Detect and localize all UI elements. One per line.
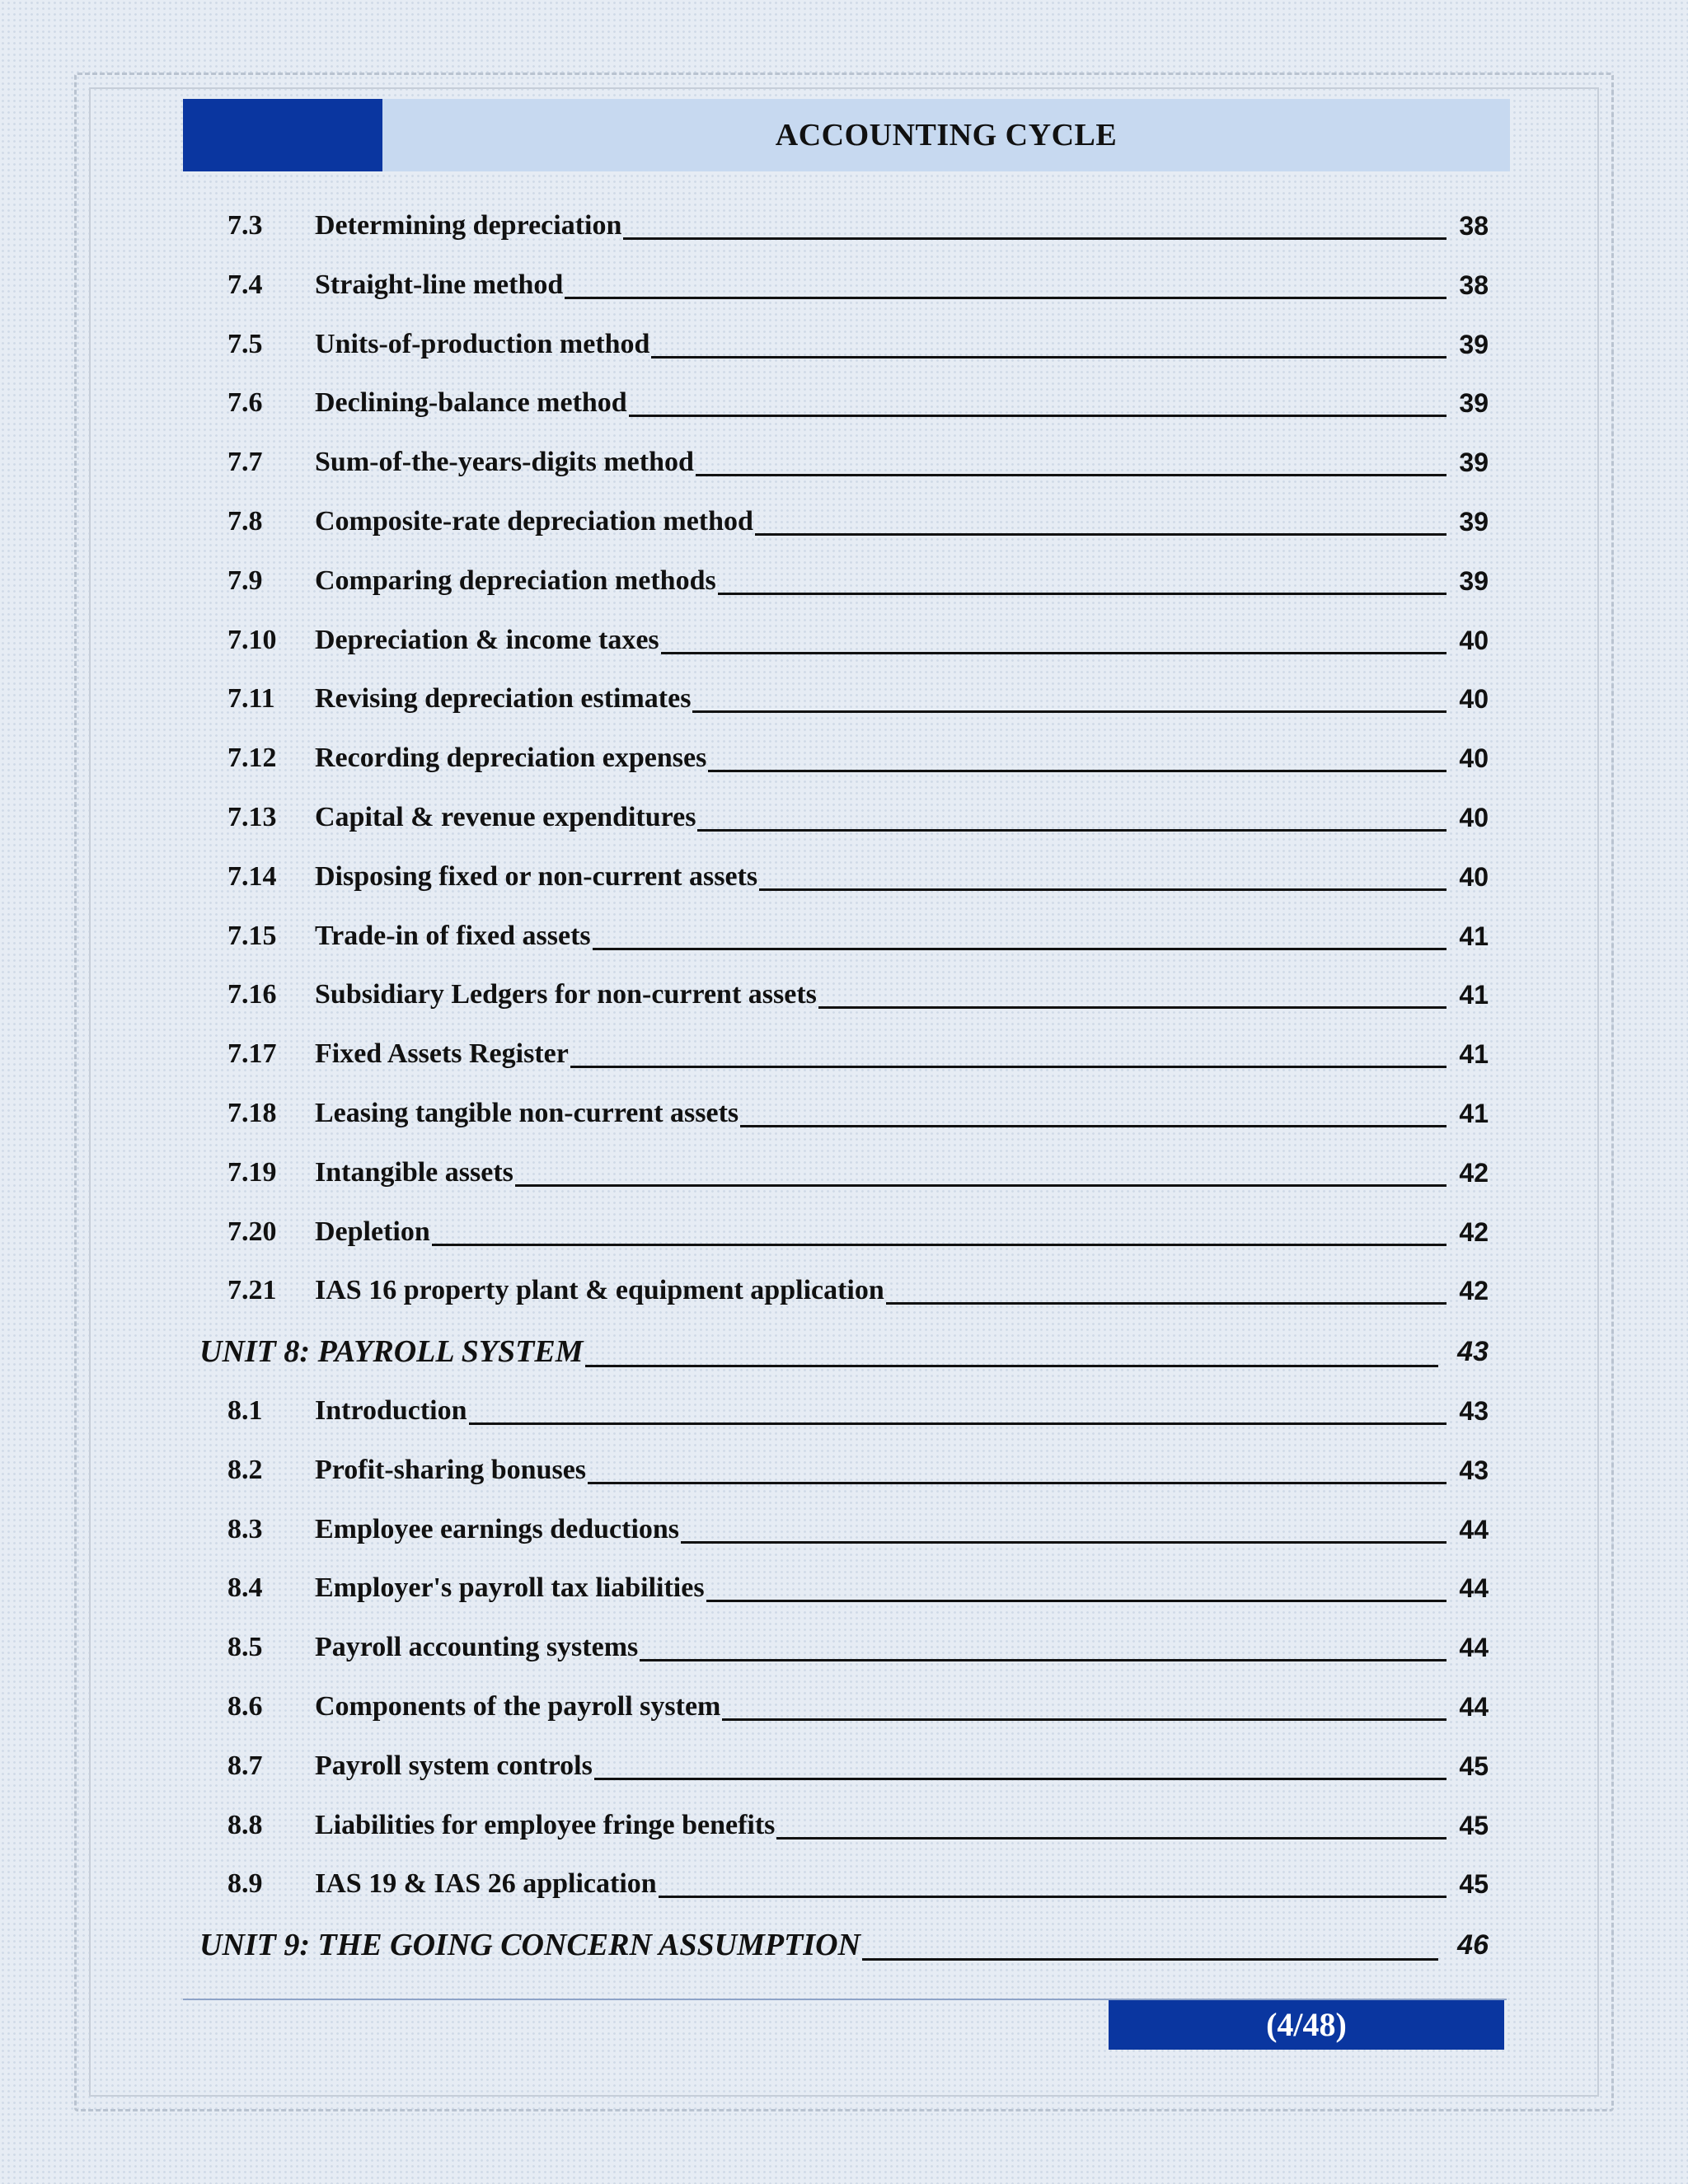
toc-entry-page: 40 [1459, 861, 1489, 892]
toc-entry-number: 7.14 [227, 860, 277, 892]
toc-entry-number: 8.7 [227, 1750, 263, 1781]
toc-entry-title: Capital & revenue expenditures [315, 802, 696, 832]
toc-entry-title: Components of the payroll system [315, 1691, 721, 1722]
toc-entry-number: 8.1 [227, 1395, 263, 1426]
toc-entry[interactable] [0, 556, 1688, 606]
toc-entry[interactable] [0, 1682, 1688, 1732]
toc-entry-number: 7.8 [227, 506, 263, 537]
toc-entry-title: Employee earnings deductions [315, 1513, 680, 1544]
toc-entry-title: Units-of-production method [315, 328, 650, 359]
toc-entry-title: Comparing depreciation methods [315, 565, 716, 596]
toc-entry[interactable] [0, 970, 1688, 1019]
toc-entry-title: Fixed Assets Register [315, 1038, 569, 1070]
toc-entry-title: Revising depreciation estimates [315, 683, 692, 715]
toc-entry-title: Recording depreciation expenses [315, 743, 707, 774]
toc-leader-line [594, 1778, 1447, 1780]
toc-entry-page: 40 [1459, 684, 1489, 715]
toc-leader-line [585, 1365, 1438, 1367]
toc-leader-line [696, 474, 1447, 476]
toc-leader-line [706, 1600, 1447, 1602]
toc-entry-title: Declining-balance method [315, 387, 627, 419]
toc-entry[interactable] [0, 733, 1688, 783]
toc-entry-number: 7.13 [227, 802, 277, 832]
toc-leader-line [886, 1302, 1447, 1305]
toc-leader-line [659, 1896, 1447, 1898]
toc-entry-title: Sum-of-the-years-digits method [315, 447, 694, 478]
toc-entry-number: 7.11 [227, 683, 275, 715]
toc-leader-line [697, 829, 1447, 832]
toc-entry[interactable] [0, 1741, 1688, 1791]
toc-entry-page: 39 [1459, 448, 1489, 478]
toc-entry-title: UNIT 8: PAYROLL SYSTEM [199, 1334, 584, 1370]
toc-entry-title: Determining depreciation [315, 210, 622, 241]
toc-entry-number: 7.16 [227, 979, 277, 1010]
toc-entry-page: 43 [1457, 1336, 1489, 1368]
toc-leader-line [692, 710, 1447, 713]
toc-entry[interactable] [0, 674, 1688, 724]
toc-entry[interactable] [0, 201, 1688, 251]
toc-entry-page: 41 [1459, 1039, 1489, 1070]
toc-entry-number: 7.9 [227, 565, 263, 596]
toc-entry-page: 40 [1459, 625, 1489, 655]
toc-entry-page: 43 [1459, 1396, 1489, 1426]
toc-entry-title: Depletion [315, 1216, 430, 1247]
toc-entry-page: 44 [1459, 1514, 1489, 1544]
toc-entry[interactable] [0, 378, 1688, 428]
toc-entry-number: 7.6 [227, 387, 263, 419]
toc-entry-title: Liabilities for employee fringe benefits [315, 1809, 776, 1840]
toc-entry-number: 7.20 [227, 1216, 277, 1247]
toc-leader-line [862, 1958, 1438, 1961]
toc-entry-number: 8.2 [227, 1454, 263, 1485]
toc-entry-page: 39 [1459, 565, 1489, 596]
toc-entry-page: 43 [1459, 1455, 1489, 1485]
toc-entry-page: 38 [1459, 211, 1489, 241]
toc-leader-line [718, 593, 1447, 595]
toc-entry[interactable] [0, 1148, 1688, 1197]
toc-entry[interactable] [0, 1505, 1688, 1554]
toc-entry-page: 44 [1459, 1692, 1489, 1722]
toc-entry-title: Introduction [315, 1395, 467, 1426]
toc-entry-number: 7.21 [227, 1275, 277, 1306]
toc-entry[interactable] [0, 1446, 1688, 1495]
toc-entry-number: 8.5 [227, 1632, 263, 1663]
toc-entry[interactable] [0, 1386, 1688, 1436]
toc-entry-page: 39 [1459, 329, 1489, 359]
toc-entry[interactable] [0, 1266, 1688, 1315]
toc-entry-title: Subsidiary Ledgers for non-current assets [315, 979, 817, 1010]
toc-entry-page: 41 [1459, 1099, 1489, 1128]
toc-entry[interactable] [0, 1801, 1688, 1850]
toc-entry-page: 45 [1459, 1750, 1489, 1781]
toc-entry-title: Employer's payroll tax liabilities [315, 1572, 705, 1604]
toc-entry-number: 7.12 [227, 743, 277, 774]
toc-entry-page: 42 [1459, 1216, 1489, 1247]
page-indicator: (4/48) [1109, 2000, 1504, 2050]
toc-entry-number: 7.7 [227, 447, 263, 478]
toc-entry-page: 45 [1459, 1810, 1489, 1840]
toc-entry[interactable] [0, 260, 1688, 310]
toc-entry-title: Trade-in of fixed assets [315, 920, 591, 951]
toc-entry-page: 42 [1459, 1157, 1489, 1188]
toc-entry-number: 8.8 [227, 1809, 263, 1840]
toc-entry[interactable] [0, 852, 1688, 902]
toc-leader-line [570, 1066, 1447, 1068]
toc-entry-page: 40 [1459, 803, 1489, 832]
toc-leader-line [722, 1718, 1447, 1721]
toc-entry-title: Leasing tangible non-current assets [315, 1098, 739, 1128]
toc-leader-line [629, 415, 1447, 417]
toc-entry-number: 8.3 [227, 1513, 263, 1544]
toc-leader-line [708, 770, 1447, 772]
toc-entry[interactable] [0, 320, 1688, 369]
toc-entry-title: Composite-rate depreciation method [315, 506, 753, 537]
toc-leader-line [588, 1482, 1447, 1484]
toc-entry-page: 41 [1459, 921, 1489, 951]
toc-entry-title: Payroll system controls [315, 1750, 593, 1781]
toc-entry-number: 7.15 [227, 920, 277, 951]
toc-leader-line [593, 948, 1447, 950]
toc-entry-number: 7.17 [227, 1038, 277, 1070]
toc-entry-number: 7.18 [227, 1098, 277, 1128]
toc-entry-title: Disposing fixed or non-current assets [315, 860, 758, 892]
toc-entry-number: 8.6 [227, 1691, 263, 1722]
toc-leader-line [623, 237, 1447, 240]
toc-leader-line [640, 1659, 1447, 1661]
toc-leader-line [661, 652, 1447, 654]
toc-entry[interactable] [0, 1563, 1688, 1613]
toc-entry-title: Intangible assets [315, 1156, 513, 1188]
toc-leader-line [515, 1184, 1447, 1187]
toc-entry-number: 8.9 [227, 1868, 263, 1900]
toc-leader-line [565, 297, 1447, 299]
toc-entry-page: 38 [1459, 269, 1489, 300]
toc-entry-page: 46 [1457, 1929, 1489, 1961]
toc-leader-line [432, 1244, 1447, 1246]
toc-entry[interactable] [0, 793, 1688, 842]
toc-entry-title: IAS 16 property plant & equipment application [315, 1275, 884, 1306]
toc-entry-number: 8.4 [227, 1572, 263, 1604]
toc-leader-line [776, 1837, 1447, 1840]
toc-entry-number: 7.10 [227, 624, 277, 655]
toc-entry-number: 7.19 [227, 1156, 277, 1188]
toc-entry-page: 42 [1459, 1276, 1489, 1306]
toc-entry[interactable] [0, 616, 1688, 665]
toc-entry[interactable] [0, 912, 1688, 961]
toc-leader-line [681, 1541, 1447, 1544]
toc-entry-number: 7.5 [227, 328, 263, 359]
toc-entry[interactable] [0, 1207, 1688, 1257]
toc-entry-number: 7.4 [227, 269, 263, 300]
toc-entry[interactable] [0, 1623, 1688, 1672]
toc-unit-heading[interactable] [0, 1920, 1688, 1970]
toc-entry-title: Payroll accounting systems [315, 1632, 639, 1663]
toc-entry[interactable] [0, 438, 1688, 487]
page-title: ACCOUNTING CYCLE [775, 118, 1118, 152]
toc-entry-page: 45 [1459, 1869, 1489, 1900]
toc-leader-line [651, 356, 1447, 359]
toc-entry-page: 41 [1459, 980, 1489, 1010]
toc-entry-title: UNIT 9: THE GOING CONCERN ASSUMPTION [199, 1928, 860, 1963]
toc-entry-page: 40 [1459, 743, 1489, 774]
toc-entry-page: 39 [1459, 507, 1489, 537]
toc-entry[interactable] [0, 1859, 1688, 1909]
toc-entry[interactable] [0, 1029, 1688, 1079]
toc-entry-page: 39 [1459, 388, 1489, 419]
toc-entry-page: 44 [1459, 1573, 1489, 1604]
toc-entry-title: Profit-sharing bonuses [315, 1454, 587, 1485]
toc-leader-line [818, 1006, 1447, 1009]
toc-entry-page: 44 [1459, 1633, 1489, 1663]
toc-leader-line [755, 533, 1447, 536]
toc-entry[interactable] [0, 1089, 1688, 1138]
toc-entry-number: 7.3 [227, 210, 263, 241]
toc-leader-line [469, 1422, 1447, 1425]
toc-entry-title: Depreciation & income taxes [315, 624, 659, 655]
toc-leader-line [740, 1125, 1447, 1127]
toc-unit-heading[interactable] [0, 1327, 1688, 1376]
toc-entry-title: IAS 19 & IAS 26 application [315, 1868, 657, 1900]
toc-entry[interactable] [0, 497, 1688, 546]
toc-entry-title: Straight-line method [315, 269, 564, 300]
toc-leader-line [759, 888, 1447, 891]
